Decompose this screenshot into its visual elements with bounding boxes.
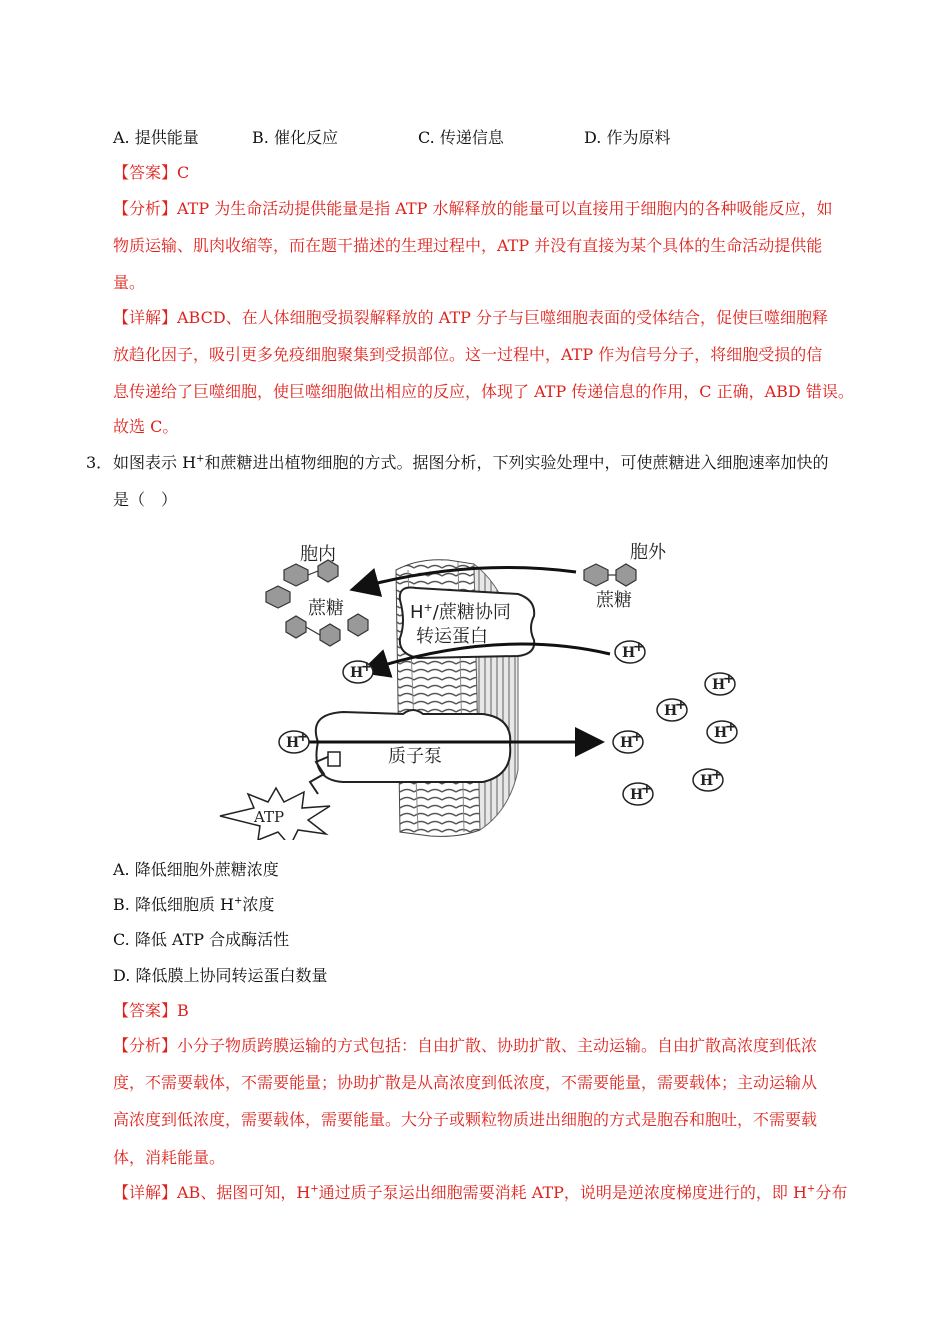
sucrose-label-outside: 蔗糖 bbox=[596, 590, 632, 611]
cotransporter-label: 转运蛋白 bbox=[416, 626, 488, 647]
q3-detail-line: 【详解】AB、据图可知，H+通过质子泵运出细胞需要消耗 ATP，说明是逆浓度梯度进行的，即 H+分布 bbox=[113, 1183, 848, 1202]
q3-analysis-line: 度，不需要载体，不需要能量；协助扩散是从高浓度到低浓度，不需要能量，需要载体；主动运输从 bbox=[113, 1073, 818, 1092]
q2-detail-line: 【详解】ABCD、在人体细胞受损裂解释放的 ATP 分子与巨噬细胞表面的受体结合，促使巨噬细胞释 bbox=[113, 308, 828, 327]
proton-ion-icon bbox=[693, 767, 723, 791]
proton-ion-icon bbox=[615, 639, 645, 663]
q2-detail-line: 息传递给了巨噬细胞，使巨噬细胞做出相应的反应，体现了 ATP 传递信息的作用，C 正确，ABD 错误。 bbox=[113, 382, 854, 401]
q3-stem-line: 如图表示 H+和蔗糖进出植物细胞的方式。据图分析，下列实验处理中，可使蔗糖进入细胞速率加快的 bbox=[113, 453, 829, 472]
svg-text:H: H bbox=[712, 677, 726, 693]
q3-option-c: C. 降低 ATP 合成酶活性 bbox=[113, 930, 290, 949]
svg-text:H: H bbox=[286, 735, 300, 751]
q2-answer: 【答案】C bbox=[113, 163, 190, 182]
q2-option-d: D. 作为原料 bbox=[584, 128, 671, 147]
svg-text:+: + bbox=[361, 659, 373, 675]
q2-detail-line: 故选 C。 bbox=[113, 417, 179, 436]
membrane-transport-diagram bbox=[218, 530, 738, 840]
proton-ion-icon bbox=[657, 697, 687, 721]
q2-option-c: C. 传递信息 bbox=[418, 128, 504, 147]
svg-text:H: H bbox=[664, 703, 678, 719]
svg-text:H: H bbox=[714, 725, 728, 741]
q3-answer: 【答案】B bbox=[113, 1001, 189, 1020]
q3-analysis-line: 【分析】小分子物质跨膜运输的方式包括：自由扩散、协助扩散、主动运输。自由扩散高浓度到低浓 bbox=[113, 1036, 818, 1055]
q3-analysis-line: 高浓度到低浓度，需要载体，需要能量。大分子或颗粒物质进出细胞的方式是胞吞和胞吐，不需要载 bbox=[113, 1110, 818, 1129]
q2-option-b: B. 催化反应 bbox=[252, 128, 338, 147]
cotransporter-label: H+/蔗糖协同 bbox=[410, 601, 511, 623]
proton-ion-icon bbox=[623, 781, 653, 805]
q3-option-a: A. 降低细胞外蔗糖浓度 bbox=[113, 860, 279, 879]
proton-ion-icon bbox=[705, 671, 735, 695]
proton-ion-icon bbox=[279, 729, 309, 753]
q3-option-b: B. 降低细胞质 H+浓度 bbox=[113, 895, 275, 914]
proton-ion-icon bbox=[613, 729, 643, 753]
q3-option-d: D. 降低膜上协同转运蛋白数量 bbox=[113, 966, 328, 985]
q3-analysis-line: 体，消耗能量。 bbox=[113, 1148, 226, 1167]
svg-text:H: H bbox=[350, 665, 364, 681]
q2-detail-line: 放趋化因子，吸引更多免疫细胞聚集到受损部位。这一过程中，ATP 作为信号分子，将细胞受损的信 bbox=[113, 345, 823, 364]
q3-stem-line: 是（ ） bbox=[113, 490, 178, 509]
svg-text:H: H bbox=[620, 735, 634, 751]
svg-text:+: + bbox=[675, 697, 687, 713]
svg-text:+: + bbox=[631, 729, 643, 745]
outside-cell-label: 胞外 bbox=[630, 542, 666, 563]
svg-text:H: H bbox=[700, 773, 714, 789]
atp-label: ATP bbox=[254, 808, 285, 826]
proton-pump-label: 质子泵 bbox=[388, 746, 442, 767]
q2-analysis-line: 物质运输、肌肉收缩等，而在题干描述的生理过程中，ATP 并没有直接为某个具体的生命活动提供能 bbox=[113, 236, 823, 255]
q2-option-a: A. 提供能量 bbox=[113, 128, 199, 147]
svg-text:+: + bbox=[723, 671, 735, 687]
q3-number: 3． bbox=[86, 453, 113, 472]
svg-text:+: + bbox=[641, 781, 653, 797]
svg-text:+: + bbox=[297, 729, 309, 745]
proton-ion-icon bbox=[343, 659, 373, 683]
proton-ion-icon bbox=[707, 719, 737, 743]
svg-text:H: H bbox=[630, 787, 644, 803]
svg-text:+: + bbox=[711, 767, 723, 783]
svg-text:+: + bbox=[633, 639, 645, 655]
q2-analysis-line: 【分析】ATP 为生命活动提供能量是指 ATP 水解释放的能量可以直接用于细胞内的各种吸能反应，如 bbox=[113, 199, 833, 218]
inside-cell-label: 胞内 bbox=[300, 544, 336, 565]
svg-text:H: H bbox=[622, 645, 636, 661]
q2-analysis-line: 量。 bbox=[113, 273, 146, 292]
sucrose-label-inside: 蔗糖 bbox=[308, 598, 344, 619]
svg-text:+: + bbox=[725, 719, 737, 735]
